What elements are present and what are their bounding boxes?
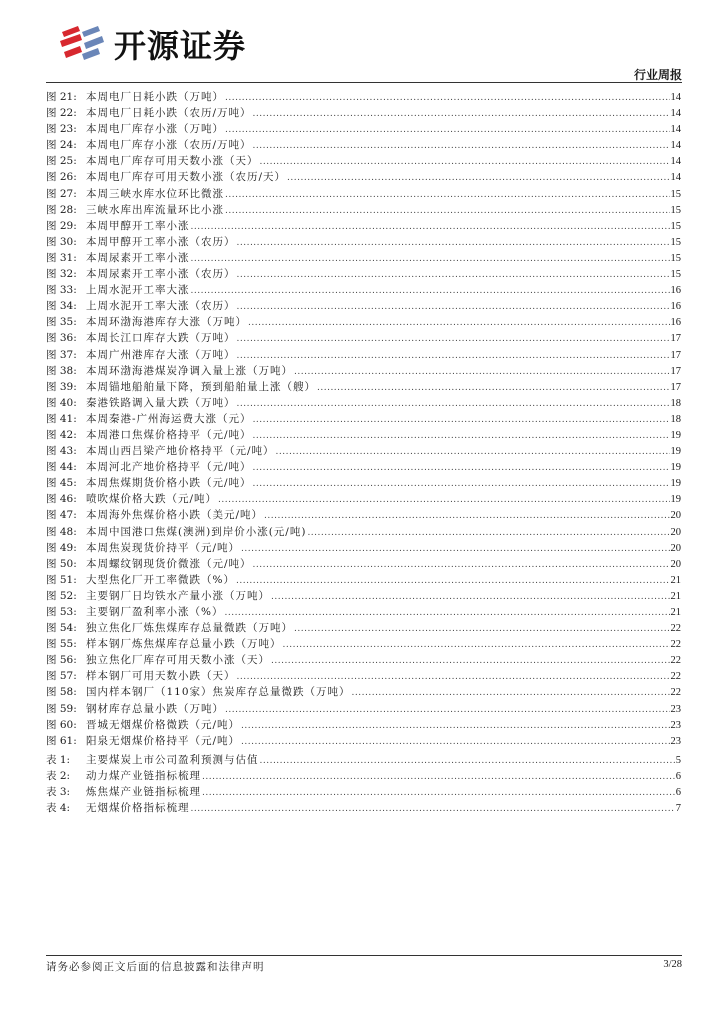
entry-number: 图 54: — [46, 622, 77, 635]
figure-index-entry[interactable] — [46, 363, 681, 379]
leader-dots — [241, 734, 669, 750]
entry-page: 17 — [670, 381, 681, 393]
entry-title: 国内样本钢厂（110家）焦炭库存总量微跌（万吨） — [86, 686, 351, 699]
entry-number: 表 3: — [46, 786, 71, 799]
entry-title: 本周广州港库存大涨（万吨） — [86, 348, 236, 361]
leader-dots — [253, 428, 670, 444]
table-index-entry[interactable] — [46, 752, 681, 768]
entry-title: 本周三峡水库水位环比微涨 — [86, 187, 224, 200]
entry-number: 表 2: — [46, 770, 71, 783]
table-index-entry[interactable] — [46, 784, 681, 800]
leader-dots — [253, 557, 670, 573]
entry-number: 图 59: — [46, 702, 77, 715]
figure-index-entry[interactable] — [46, 572, 681, 588]
entry-title: 上周水泥开工率大涨 — [86, 284, 190, 297]
entry-title: 本周环渤海港煤炭净调入量上涨（万吨） — [86, 364, 293, 377]
leader-dots — [248, 315, 670, 331]
entry-title: 独立焦化厂库存可用天数小涨（天） — [86, 654, 270, 667]
entry-title: 阳泉无烟煤价格持平（元/吨） — [86, 734, 241, 747]
leader-dots — [287, 170, 669, 186]
leader-dots — [225, 702, 670, 718]
entry-number: 图 47: — [46, 509, 77, 522]
entry-title: 本周环渤海港库存大涨（万吨） — [86, 316, 247, 329]
entry-title: 本周电厂日耗小跌（农历/万吨） — [86, 107, 252, 120]
table-index-list — [46, 752, 681, 816]
entry-number: 图 61: — [46, 734, 77, 747]
figure-index-entry[interactable] — [46, 186, 681, 202]
entry-title: 样本钢厂可用天数小跌（天） — [86, 670, 236, 683]
entry-number: 图 52: — [46, 589, 77, 602]
entry-title: 本周焦煤期货价格小跌（元/吨） — [86, 477, 252, 490]
leader-dots — [264, 508, 669, 524]
entry-title: 本周甲醇开工率小涨（农历） — [86, 235, 236, 248]
entry-page: 21 — [670, 607, 681, 618]
entry-page: 23 — [670, 735, 681, 747]
entry-number: 图 58: — [46, 686, 77, 699]
entry-title: 动力煤产业链指标梳理 — [86, 770, 201, 783]
figure-index-entry[interactable] — [46, 298, 681, 314]
entry-number: 图 43: — [46, 445, 77, 458]
entry-page: 22 — [670, 655, 681, 667]
entry-title: 本周港口焦煤价格持平（元/吨） — [86, 428, 252, 441]
entry-page: 21 — [670, 574, 681, 586]
figure-index-entry[interactable] — [46, 668, 681, 684]
entry-page: 19 — [670, 429, 681, 441]
entry-page: 15 — [670, 204, 681, 216]
leader-dots — [191, 251, 670, 267]
leader-dots — [253, 138, 670, 154]
entry-number: 图 57: — [46, 670, 77, 683]
entry-title: 本周螺纹钢现货价微涨（元/吨） — [86, 557, 252, 570]
figure-index-entry[interactable] — [46, 153, 681, 169]
entry-number: 图 38: — [46, 364, 77, 377]
figure-index-entry[interactable] — [46, 137, 681, 153]
figure-index-entry[interactable] — [46, 314, 681, 330]
entry-number: 图 29: — [46, 219, 77, 232]
entry-title: 上周水泥开工率大涨（农历） — [86, 300, 236, 313]
entry-page: 22 — [670, 687, 681, 699]
entry-page: 15 — [670, 188, 681, 200]
entry-title: 本周电厂库存可用天数小涨（农历/天） — [86, 171, 287, 184]
figure-index-entry[interactable] — [46, 556, 681, 572]
entry-page: 6 — [675, 771, 681, 783]
entry-page: 22 — [670, 639, 681, 651]
page-header — [46, 0, 682, 84]
figure-index-entry[interactable] — [46, 411, 681, 427]
entry-number: 图 51: — [46, 573, 77, 586]
entry-title: 本周电厂库存小涨（农历/万吨） — [86, 139, 252, 152]
figure-index-list — [46, 89, 681, 749]
entry-page: 20 — [670, 542, 681, 554]
leader-dots — [237, 348, 670, 364]
leader-dots — [202, 785, 675, 801]
company-logo — [58, 20, 246, 68]
figure-index-entry[interactable] — [46, 701, 681, 717]
entry-number: 图 35: — [46, 316, 77, 329]
entry-title: 喷吹煤价格大跌（元/吨） — [86, 493, 218, 506]
entry-page: 6 — [675, 787, 681, 799]
figure-index-entry[interactable] — [46, 507, 681, 523]
leader-dots — [225, 90, 670, 106]
entry-page: 19 — [670, 462, 681, 474]
figure-index-entry[interactable] — [46, 491, 681, 507]
leader-dots — [191, 219, 670, 235]
entry-page: 19 — [670, 494, 681, 506]
entry-title: 秦港铁路调入量大跌（万吨） — [86, 396, 236, 409]
entry-title: 三峡水库出库流量环比小涨 — [86, 203, 224, 216]
logo-mark-icon — [58, 24, 106, 64]
entry-number: 图 27: — [46, 187, 77, 200]
entry-page: 14 — [670, 156, 681, 168]
entry-page: 14 — [670, 92, 681, 103]
leader-dots — [294, 621, 670, 637]
page-number: 3/28 — [663, 959, 682, 970]
entry-title: 钢材库存总量小跌（万吨） — [86, 702, 224, 715]
entry-page: 23 — [670, 703, 681, 715]
entry-number: 图 34: — [46, 300, 77, 313]
entry-page: 16 — [670, 301, 681, 313]
entry-page: 16 — [670, 285, 681, 297]
leader-dots — [271, 653, 670, 669]
entry-number: 图 53: — [46, 606, 77, 618]
entry-number: 图 22: — [46, 107, 77, 120]
figure-index-entry[interactable] — [46, 169, 681, 185]
leader-dots — [237, 331, 670, 347]
entry-number: 图 40: — [46, 396, 77, 409]
leader-dots — [241, 541, 669, 557]
entry-page: 17 — [670, 333, 681, 345]
entry-title: 样本钢厂炼焦煤库存总量小跌（万吨） — [86, 638, 282, 651]
leader-dots — [253, 412, 670, 428]
figure-index-entry[interactable] — [46, 620, 681, 636]
figure-index-entry[interactable] — [46, 234, 681, 250]
figure-index-entry[interactable] — [46, 121, 681, 137]
entry-title: 主要钢厂盈利率小涨（%） — [86, 606, 224, 618]
entry-number: 图 24: — [46, 139, 77, 152]
entry-title: 本周甲醇开工率小涨 — [86, 219, 190, 232]
entry-title: 炼焦煤产业链指标梳理 — [86, 786, 201, 799]
report-type-label: 行业周报 — [633, 68, 682, 82]
entry-title: 无烟煤价格指标梳理 — [86, 802, 190, 815]
entry-title: 本周尿素开工率小涨 — [86, 251, 190, 264]
leader-dots — [236, 573, 670, 589]
figure-index-entry[interactable] — [46, 105, 681, 121]
figure-index-entry[interactable] — [46, 330, 681, 346]
entry-page: 15 — [670, 252, 681, 264]
entry-number: 图 42: — [46, 428, 77, 441]
entry-page: 19 — [670, 446, 681, 458]
entry-title: 本周秦港-广州海运费大涨（元） — [86, 412, 252, 425]
figure-index-entry[interactable] — [46, 475, 681, 491]
leader-dots — [283, 637, 670, 653]
entry-number: 图 26: — [46, 171, 77, 184]
entry-number: 图 60: — [46, 718, 77, 731]
entry-title: 主要钢厂日均铁水产量小涨（万吨） — [86, 589, 270, 602]
figure-index-entry[interactable] — [46, 636, 681, 652]
header-divider — [46, 82, 682, 83]
leader-dots — [237, 267, 670, 283]
figure-index-entry[interactable] — [46, 347, 681, 363]
entry-title: 本周山西吕梁产地价格持平（元/吨） — [86, 445, 275, 458]
figure-index-entry[interactable] — [46, 427, 681, 443]
entry-number: 图 39: — [46, 380, 77, 393]
entry-number: 图 56: — [46, 654, 77, 667]
figure-index-entry[interactable] — [46, 652, 681, 668]
entry-number: 图 28: — [46, 203, 77, 216]
figure-index-entry[interactable] — [46, 684, 681, 700]
entry-page: 23 — [670, 719, 681, 731]
entry-page: 14 — [670, 172, 681, 184]
leader-dots — [317, 380, 670, 396]
entry-title: 本周尿素开工率小涨（农历） — [86, 268, 236, 281]
entry-page: 17 — [670, 365, 681, 377]
figure-index-entry[interactable] — [46, 733, 681, 749]
leader-dots — [225, 187, 670, 203]
entry-title: 本周电厂日耗小跌（万吨） — [86, 91, 224, 103]
entry-number: 图 46: — [46, 493, 77, 506]
figure-index-entry[interactable] — [46, 282, 681, 298]
leader-dots — [202, 769, 675, 785]
entry-number: 图 48: — [46, 525, 77, 538]
entry-page: 19 — [670, 478, 681, 490]
entry-page: 20 — [670, 510, 681, 522]
entry-page: 16 — [670, 317, 681, 329]
entry-number: 图 32: — [46, 268, 77, 281]
leader-dots — [237, 299, 670, 315]
entry-page: 14 — [670, 124, 681, 136]
leader-dots — [224, 605, 669, 621]
figure-index-entry[interactable] — [46, 250, 681, 266]
entry-page: 18 — [670, 397, 681, 409]
figure-index-entry[interactable] — [46, 395, 681, 411]
entry-title: 独立焦化厂炼焦煤库存总量微跌（万吨） — [86, 622, 293, 635]
figure-index-entry[interactable] — [46, 604, 681, 620]
entry-page: 14 — [670, 140, 681, 152]
entry-title: 大型焦化厂开工率微跌（%） — [86, 573, 235, 586]
figure-index-entry[interactable] — [46, 524, 681, 540]
entry-number: 图 30: — [46, 235, 77, 248]
entry-page: 17 — [670, 349, 681, 361]
leader-dots — [241, 718, 669, 734]
leader-dots — [225, 122, 670, 138]
entry-number: 图 55: — [46, 638, 77, 651]
figure-index-entry[interactable] — [46, 588, 681, 604]
entry-number: 表 4: — [46, 802, 71, 815]
footer-disclaimer: 请务必参阅正文后面的信息披露和法律声明 — [46, 961, 265, 973]
leader-dots — [307, 525, 669, 541]
entry-title: 本周锚地船舶量下降，预到船舶量上涨（艘） — [86, 380, 316, 393]
leader-dots — [237, 669, 670, 685]
entry-number: 图 44: — [46, 461, 77, 474]
entry-page: 20 — [670, 526, 681, 538]
entry-page: 20 — [670, 558, 681, 570]
figure-index-entry[interactable] — [46, 89, 681, 105]
leader-dots — [271, 589, 670, 605]
leader-dots — [225, 203, 670, 219]
leader-dots — [191, 283, 670, 299]
entry-page: 7 — [675, 803, 681, 815]
entry-page: 15 — [670, 269, 681, 281]
entry-number: 图 21: — [46, 91, 77, 103]
leader-dots — [253, 106, 670, 122]
leader-dots — [276, 444, 670, 460]
figure-index-entry[interactable] — [46, 540, 681, 556]
entry-page: 18 — [670, 413, 681, 425]
entry-page: 15 — [670, 236, 681, 248]
figure-index-entry[interactable] — [46, 266, 681, 282]
entry-page: 5 — [675, 755, 681, 766]
entry-number: 图 23: — [46, 123, 77, 136]
leader-dots — [191, 801, 675, 817]
entry-number: 图 50: — [46, 557, 77, 570]
leader-dots — [218, 492, 669, 508]
entry-number: 图 36: — [46, 332, 77, 345]
leader-dots — [352, 685, 670, 701]
entry-number: 表 1: — [46, 754, 71, 766]
entry-number: 图 25: — [46, 155, 77, 168]
entry-title: 本周焦炭现货价持平（元/吨） — [86, 541, 241, 554]
figure-index-entry[interactable] — [46, 218, 681, 234]
entry-number: 图 41: — [46, 412, 77, 425]
footer-divider — [46, 955, 682, 956]
entry-number: 图 33: — [46, 284, 77, 297]
table-index-entry[interactable] — [46, 800, 681, 816]
entry-title: 本周河北产地价格持平（元/吨） — [86, 461, 252, 474]
figure-index-entry[interactable] — [46, 459, 681, 475]
entry-title: 本周电厂库存可用天数小涨（天） — [86, 155, 259, 168]
figure-index-entry[interactable] — [46, 379, 681, 395]
leader-dots — [237, 396, 670, 412]
figure-index-entry[interactable] — [46, 443, 681, 459]
figure-index-entry[interactable] — [46, 717, 681, 733]
entry-title: 本周中国港口焦煤(澳洲)到岸价小涨(元/吨) — [86, 525, 307, 538]
entry-number: 图 45: — [46, 477, 77, 490]
leader-dots — [260, 753, 675, 769]
entry-number: 图 37: — [46, 348, 77, 361]
leader-dots — [253, 476, 670, 492]
entry-page: 15 — [670, 220, 681, 232]
leader-dots — [294, 364, 670, 380]
entry-title: 本周长江口库存大跌（万吨） — [86, 332, 236, 345]
leader-dots — [237, 235, 670, 251]
entry-page: 22 — [670, 671, 681, 683]
entry-title: 主要煤炭上市公司盈利预测与估值 — [86, 754, 259, 766]
leader-dots — [253, 460, 670, 476]
entry-title: 本周海外焦煤价格小跌（美元/吨） — [86, 509, 264, 522]
entry-number: 图 31: — [46, 251, 77, 264]
entry-title: 晋城无烟煤价格微跌（元/吨） — [86, 718, 241, 731]
entry-number: 图 49: — [46, 541, 77, 554]
entry-title: 本周电厂库存小涨（万吨） — [86, 123, 224, 136]
table-index-entry[interactable] — [46, 768, 681, 784]
entry-page: 14 — [670, 108, 681, 120]
logo-text: 开源证券 — [114, 27, 247, 65]
leader-dots — [260, 154, 670, 170]
entry-page: 21 — [670, 590, 681, 602]
figure-index-entry[interactable] — [46, 202, 681, 218]
entry-page: 22 — [670, 623, 681, 635]
